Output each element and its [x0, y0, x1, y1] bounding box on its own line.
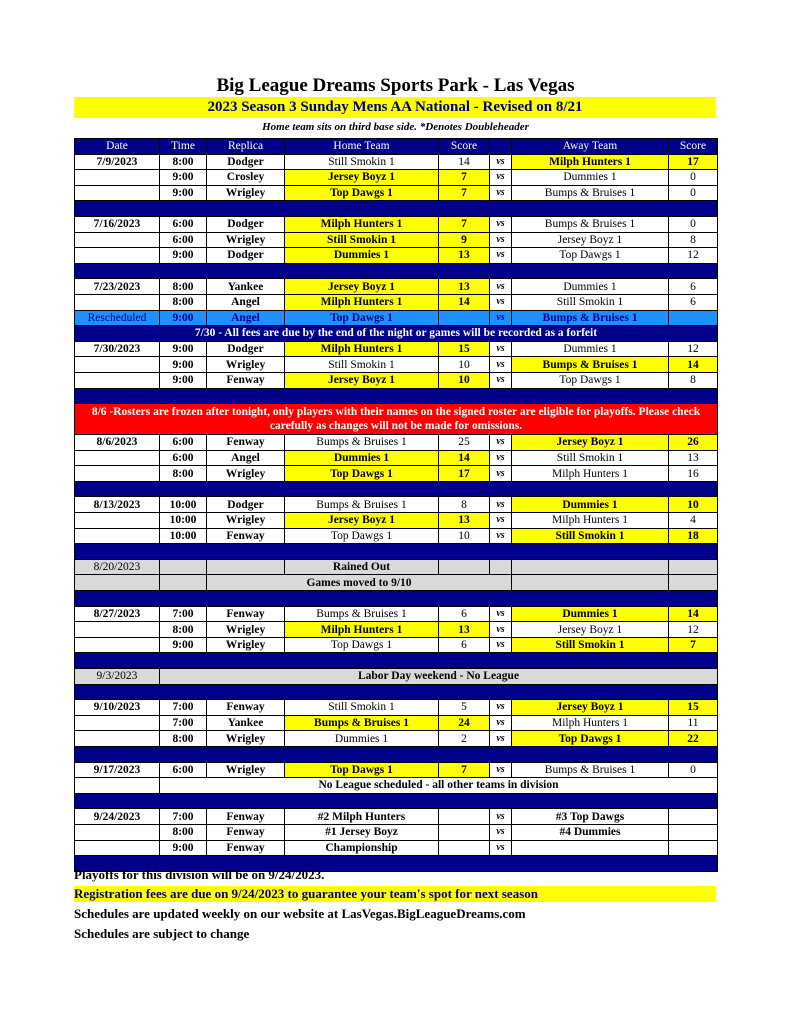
away-score: 10 — [669, 497, 718, 513]
home-score — [439, 310, 490, 326]
home-score: 6 — [439, 606, 490, 622]
game-field: Wrigley — [207, 357, 285, 373]
rained-out-label: Rained Out — [285, 559, 439, 575]
game-time: 6:00 — [160, 435, 207, 451]
table-row — [75, 294, 718, 310]
away-score: 16 — [669, 466, 718, 482]
table-row — [75, 840, 718, 856]
home-team-note: Home team sits on third base side. *Denotes Doubleheader — [262, 121, 529, 133]
home-team: Milph Hunters 1 — [285, 622, 439, 638]
home-score: 7 — [439, 216, 490, 232]
game-time: 9:00 — [160, 185, 207, 201]
home-team: Dummies 1 — [285, 248, 439, 264]
vs-label: vs — [490, 279, 512, 295]
game-time: 9:00 — [160, 840, 207, 856]
home-score: 5 — [439, 700, 490, 716]
away-team: Milph Hunters 1 — [512, 715, 669, 731]
rained-out-row — [75, 559, 718, 575]
game-field: Fenway — [207, 840, 285, 856]
table-row — [75, 357, 718, 373]
table-row — [75, 606, 718, 622]
table-row — [75, 232, 718, 248]
home-score: 14 — [439, 154, 490, 170]
away-team: Bumps & Bruises 1 — [512, 310, 669, 326]
away-score: 26 — [669, 435, 718, 451]
week-separator — [75, 684, 718, 700]
away-team: Top Dawgs 1 — [512, 248, 669, 264]
away-team: Bumps & Bruises 1 — [512, 185, 669, 201]
away-team: Still Smokin 1 — [512, 294, 669, 310]
page-title: Big League Dreams Sports Park - Las Vegas — [216, 75, 575, 96]
vs-label: vs — [490, 622, 512, 638]
game-field: Yankee — [207, 715, 285, 731]
away-team: Still Smokin 1 — [512, 637, 669, 653]
week-separator — [75, 544, 718, 560]
away-score: 22 — [669, 731, 718, 747]
header-away-score: Score — [669, 139, 718, 155]
table-row — [75, 622, 718, 638]
vs-label: vs — [490, 341, 512, 357]
home-team: Top Dawgs 1 — [285, 762, 439, 778]
week-separator — [75, 481, 718, 497]
game-time: 8:00 — [160, 824, 207, 840]
schedule-table — [74, 138, 718, 872]
game-field: Dodger — [207, 248, 285, 264]
home-score: 25 — [439, 435, 490, 451]
game-time: 9:00 — [160, 248, 207, 264]
game-field: Dodger — [207, 341, 285, 357]
header-away-team: Away Team — [512, 139, 669, 155]
game-time: 7:00 — [160, 606, 207, 622]
away-team: Milph Hunters 1 — [512, 154, 669, 170]
away-score: 0 — [669, 170, 718, 186]
game-field: Dodger — [207, 154, 285, 170]
vs-label: vs — [490, 248, 512, 264]
registration-note: Registration fees are due on 9/24/2023 to guarantee your team's spot for next season — [74, 886, 716, 902]
table-row — [75, 637, 718, 653]
home-score: 13 — [439, 248, 490, 264]
game-field: Fenway — [207, 372, 285, 388]
home-team: Top Dawgs 1 — [285, 185, 439, 201]
away-team: Still Smokin 1 — [512, 450, 669, 466]
away-team: Dummies 1 — [512, 606, 669, 622]
away-score: 14 — [669, 606, 718, 622]
away-team: Jersey Boyz 1 — [512, 622, 669, 638]
game-field: Wrigley — [207, 185, 285, 201]
away-team: Dummies 1 — [512, 279, 669, 295]
away-score: 13 — [669, 450, 718, 466]
week-separator — [75, 263, 718, 279]
home-team: #2 Milph Hunters — [285, 809, 439, 825]
game-date: 9/10/2023 — [75, 700, 160, 716]
game-date: 7/30/2023 — [75, 341, 160, 357]
home-team: Top Dawgs 1 — [285, 310, 439, 326]
table-row — [75, 435, 718, 451]
vs-label: vs — [490, 372, 512, 388]
game-time: 6:00 — [160, 216, 207, 232]
game-field: Dodger — [207, 497, 285, 513]
game-date: 7/16/2023 — [75, 216, 160, 232]
away-score: 6 — [669, 294, 718, 310]
away-team: Dummies 1 — [512, 497, 669, 513]
roster-notice: 8/6 -Rosters are frozen after tonight, only players with their names on the signed roster are eligible for playoffs. Please check carefully as changes will not be made for omissions. — [75, 404, 718, 435]
header-home-team: Home Team — [285, 139, 439, 155]
away-score: 7 — [669, 637, 718, 653]
game-field: Fenway — [207, 606, 285, 622]
away-team: Bumps & Bruises 1 — [512, 357, 669, 373]
home-team: Bumps & Bruises 1 — [285, 435, 439, 451]
away-score: 0 — [669, 216, 718, 232]
game-date: 8/13/2023 — [75, 497, 160, 513]
home-team: Top Dawgs 1 — [285, 528, 439, 544]
game-field: Angel — [207, 450, 285, 466]
change-note: Schedules are subject to change — [74, 926, 250, 941]
home-team: Jersey Boyz 1 — [285, 372, 439, 388]
home-score: 10 — [439, 357, 490, 373]
home-team: Milph Hunters 1 — [285, 341, 439, 357]
home-team: Milph Hunters 1 — [285, 216, 439, 232]
away-score: 15 — [669, 700, 718, 716]
home-team: #1 Jersey Boyz — [285, 824, 439, 840]
vs-label: vs — [490, 232, 512, 248]
game-field: Crosley — [207, 170, 285, 186]
game-time: 9:00 — [160, 637, 207, 653]
no-league-label: Labor Day weekend - No League — [160, 669, 718, 685]
game-field: Yankee — [207, 279, 285, 295]
away-team: Jersey Boyz 1 — [512, 435, 669, 451]
game-field: Fenway — [207, 824, 285, 840]
away-score: 8 — [669, 232, 718, 248]
away-team — [512, 840, 669, 856]
vs-label: vs — [490, 435, 512, 451]
vs-label: vs — [490, 809, 512, 825]
game-time: 8:00 — [160, 279, 207, 295]
game-time: 8:00 — [160, 294, 207, 310]
week-separator — [75, 793, 718, 809]
labor-day-row — [75, 669, 718, 685]
away-score: 17 — [669, 154, 718, 170]
away-team: Milph Hunters 1 — [512, 513, 669, 529]
game-date: 9/17/2023 — [75, 762, 160, 778]
game-time: 9:00 — [160, 310, 207, 326]
away-score: 6 — [669, 279, 718, 295]
home-score: 10 — [439, 372, 490, 388]
vs-label: vs — [490, 310, 512, 326]
vs-label: vs — [490, 715, 512, 731]
game-time: 8:00 — [160, 466, 207, 482]
table-row — [75, 497, 718, 513]
away-team: Dummies 1 — [512, 170, 669, 186]
table-row — [75, 154, 718, 170]
away-score: 18 — [669, 528, 718, 544]
away-team: #4 Dummies — [512, 824, 669, 840]
game-time: 6:00 — [160, 232, 207, 248]
header-vs — [490, 139, 512, 155]
home-score: 9 — [439, 232, 490, 248]
header-time: Time — [160, 139, 207, 155]
away-score: 8 — [669, 372, 718, 388]
game-field: Wrigley — [207, 232, 285, 248]
table-row — [75, 248, 718, 264]
home-score: 24 — [439, 715, 490, 731]
vs-label: vs — [490, 294, 512, 310]
game-date: 7/9/2023 — [75, 154, 160, 170]
home-team: Still Smokin 1 — [285, 357, 439, 373]
home-team: Jersey Boyz 1 — [285, 279, 439, 295]
header-date: Date — [75, 139, 160, 155]
home-score: 2 — [439, 731, 490, 747]
table-row — [75, 450, 718, 466]
game-date: 8/20/2023 — [75, 559, 160, 575]
away-score: 0 — [669, 185, 718, 201]
game-date: 9/24/2023 — [75, 809, 160, 825]
home-score: 17 — [439, 466, 490, 482]
game-field: Wrigley — [207, 762, 285, 778]
week-separator — [75, 591, 718, 607]
game-field: Wrigley — [207, 731, 285, 747]
game-field: Angel — [207, 294, 285, 310]
home-score: 13 — [439, 513, 490, 529]
home-team: Bumps & Bruises 1 — [285, 715, 439, 731]
table-row — [75, 824, 718, 840]
vs-label: vs — [490, 154, 512, 170]
vs-label: vs — [490, 170, 512, 186]
game-time: 8:00 — [160, 154, 207, 170]
game-time: 8:00 — [160, 731, 207, 747]
home-score: 7 — [439, 185, 490, 201]
fees-notice-row — [75, 326, 718, 342]
table-row — [75, 700, 718, 716]
game-time: 7:00 — [160, 700, 207, 716]
home-team: Still Smokin 1 — [285, 700, 439, 716]
home-score: 8 — [439, 497, 490, 513]
game-field: Wrigley — [207, 622, 285, 638]
game-time: 6:00 — [160, 762, 207, 778]
away-team: #3 Top Dawgs — [512, 809, 669, 825]
rescheduled-row — [75, 310, 718, 326]
home-score: 15 — [439, 341, 490, 357]
table-row — [75, 185, 718, 201]
away-team: Dummies 1 — [512, 341, 669, 357]
game-time: 7:00 — [160, 809, 207, 825]
table-row — [75, 762, 718, 778]
table-header — [75, 139, 718, 155]
table-row — [75, 809, 718, 825]
table-row — [75, 778, 718, 794]
home-team: Championship — [285, 840, 439, 856]
game-time: 8:00 — [160, 622, 207, 638]
division-subtitle: 2023 Season 3 Sunday Mens AA National - Revised on 8/21 — [74, 97, 716, 118]
game-time: 9:00 — [160, 372, 207, 388]
week-separator — [75, 746, 718, 762]
vs-label: vs — [490, 497, 512, 513]
home-team: Jersey Boyz 1 — [285, 170, 439, 186]
game-time: 9:00 — [160, 170, 207, 186]
vs-label: vs — [490, 606, 512, 622]
vs-label: vs — [490, 637, 512, 653]
table-row — [75, 216, 718, 232]
vs-label: vs — [490, 513, 512, 529]
away-team: Still Smokin 1 — [512, 528, 669, 544]
home-score: 6 — [439, 637, 490, 653]
home-team: Still Smokin 1 — [285, 232, 439, 248]
home-team: Dummies 1 — [285, 450, 439, 466]
home-score: 7 — [439, 170, 490, 186]
away-score: 14 — [669, 357, 718, 373]
game-field: Fenway — [207, 809, 285, 825]
game-field: Fenway — [207, 700, 285, 716]
home-team: Jersey Boyz 1 — [285, 513, 439, 529]
away-score — [669, 310, 718, 326]
game-field: Wrigley — [207, 637, 285, 653]
game-field: Dodger — [207, 216, 285, 232]
header-replica: Replica — [207, 139, 285, 155]
games-moved-label: Games moved to 9/10 — [207, 575, 512, 591]
vs-label: vs — [490, 216, 512, 232]
game-date: 9/3/2023 — [75, 669, 160, 685]
home-team: Top Dawgs 1 — [285, 637, 439, 653]
game-time: 10:00 — [160, 497, 207, 513]
away-team: Bumps & Bruises 1 — [512, 216, 669, 232]
game-time: 10:00 — [160, 528, 207, 544]
table-row — [75, 528, 718, 544]
game-time: 6:00 — [160, 450, 207, 466]
vs-label: vs — [490, 700, 512, 716]
game-date: 8/6/2023 — [75, 435, 160, 451]
game-field: Wrigley — [207, 466, 285, 482]
table-row — [75, 715, 718, 731]
away-team: Jersey Boyz 1 — [512, 700, 669, 716]
home-team: Still Smokin 1 — [285, 154, 439, 170]
vs-label: vs — [490, 528, 512, 544]
away-score: 4 — [669, 513, 718, 529]
away-team: Jersey Boyz 1 — [512, 232, 669, 248]
game-field: Fenway — [207, 528, 285, 544]
table-row — [75, 731, 718, 747]
home-team: Milph Hunters 1 — [285, 294, 439, 310]
game-field: Wrigley — [207, 513, 285, 529]
playoffs-note: Playoffs for this division will be on 9/24/2023. — [74, 867, 325, 882]
home-score: 7 — [439, 762, 490, 778]
week-separator — [75, 653, 718, 669]
game-date: 8/27/2023 — [75, 606, 160, 622]
away-team: Top Dawgs 1 — [512, 372, 669, 388]
game-time: 9:00 — [160, 341, 207, 357]
no-league-label: No League scheduled - all other teams in division — [160, 778, 718, 794]
vs-label: vs — [490, 840, 512, 856]
away-team: Bumps & Bruises 1 — [512, 762, 669, 778]
home-score: 10 — [439, 528, 490, 544]
fees-notice: 7/30 - All fees are due by the end of the night or games will be recorded as a forfeit — [75, 326, 718, 342]
home-score: 14 — [439, 450, 490, 466]
home-team: Bumps & Bruises 1 — [285, 606, 439, 622]
table-row — [75, 372, 718, 388]
vs-label: vs — [490, 357, 512, 373]
home-team: Bumps & Bruises 1 — [285, 497, 439, 513]
roster-notice-row — [75, 404, 718, 435]
table-row — [75, 466, 718, 482]
home-score: 14 — [439, 294, 490, 310]
game-time: 9:00 — [160, 357, 207, 373]
game-time: 7:00 — [160, 715, 207, 731]
week-separator — [75, 388, 718, 404]
vs-label: vs — [490, 731, 512, 747]
game-time: 10:00 — [160, 513, 207, 529]
away-team: Milph Hunters 1 — [512, 466, 669, 482]
website-note: Schedules are updated weekly on our website at LasVegas.BigLeagueDreams.com — [74, 906, 526, 921]
table-row — [75, 513, 718, 529]
vs-label: vs — [490, 466, 512, 482]
rained-out-note-row — [75, 575, 718, 591]
game-date: 7/23/2023 — [75, 279, 160, 295]
week-separator — [75, 201, 718, 217]
vs-label: vs — [490, 824, 512, 840]
vs-label: vs — [490, 185, 512, 201]
away-score: 0 — [669, 762, 718, 778]
home-score: 13 — [439, 279, 490, 295]
away-score: 11 — [669, 715, 718, 731]
table-row — [75, 279, 718, 295]
vs-label: vs — [490, 450, 512, 466]
rescheduled-label: Rescheduled — [75, 310, 160, 326]
home-team: Dummies 1 — [285, 731, 439, 747]
vs-label: vs — [490, 762, 512, 778]
away-score: 12 — [669, 248, 718, 264]
game-field: Angel — [207, 310, 285, 326]
table-row — [75, 341, 718, 357]
away-score: 12 — [669, 622, 718, 638]
game-field: Fenway — [207, 435, 285, 451]
home-team: Top Dawgs 1 — [285, 466, 439, 482]
home-score: 13 — [439, 622, 490, 638]
away-team: Top Dawgs 1 — [512, 731, 669, 747]
away-score: 12 — [669, 341, 718, 357]
header-home-score: Score — [439, 139, 490, 155]
table-row — [75, 170, 718, 186]
